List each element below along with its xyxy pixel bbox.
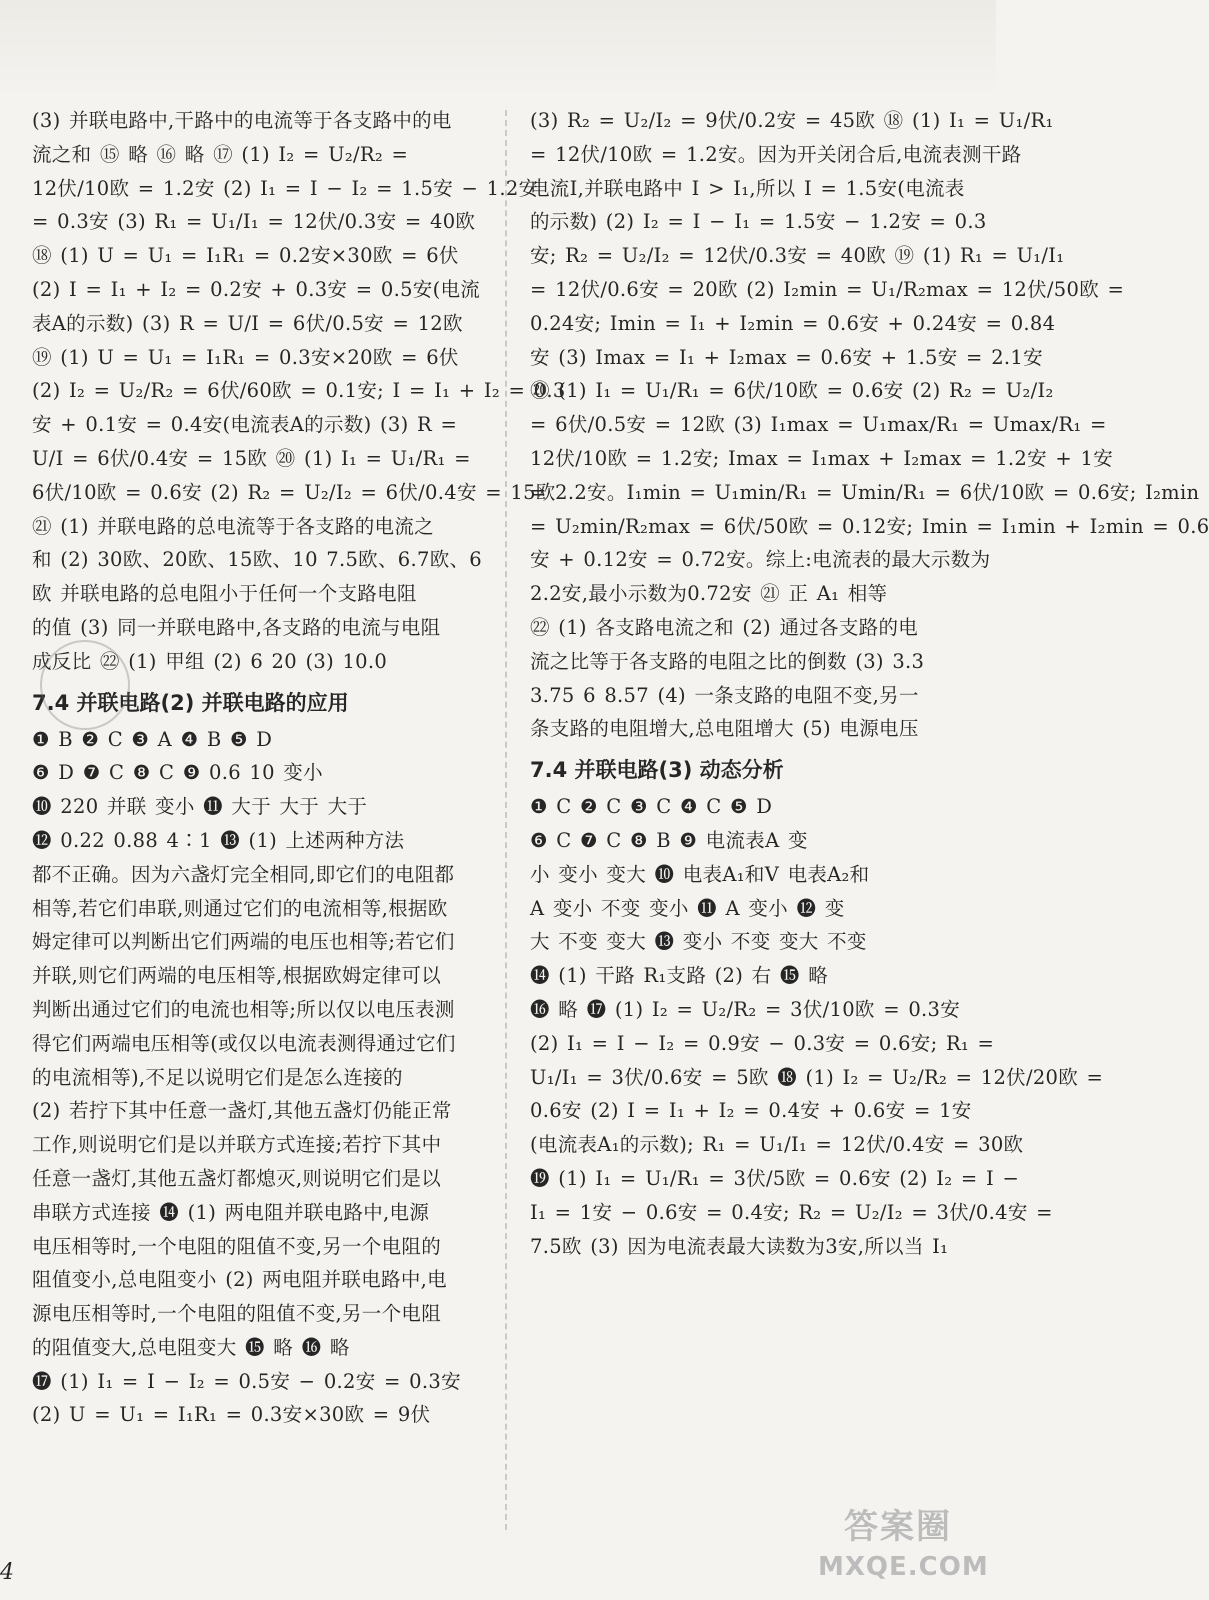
answer-line: 的电流相等),不足以说明它们是怎么连接的: [32, 1065, 403, 1089]
answer-line: (2) I₁ = I − I₂ = 0.9安 − 0.3安 = 0.6安; R₁ =: [530, 1031, 995, 1055]
answer-line: ⓳ (1) I₁ = U₁/R₁ = 3伏/5欧 = 0.6安 (2) I₂ = I −: [530, 1166, 1020, 1190]
answer-line: = 12伏/10欧 = 1.2安。因为开关闭合后,电流表测干路: [530, 142, 1022, 166]
section-heading: 7.4 并联电路(2) 并联电路的应用: [32, 690, 349, 715]
watermark-url: MXQE.COM: [818, 1552, 989, 1582]
answer-line: 安 + 0.12安 = 0.72安。综上:电流表的最大示数为: [530, 548, 991, 572]
answer-line: 流之和 ⑮ 略 ⑯ 略 ⑰ (1) I₂ = U₂/R₂ =: [32, 142, 409, 166]
stamp-watermark: [40, 640, 130, 730]
answer-line: U₁/I₁ = 3伏/0.6安 = 5欧 ⓲ (1) I₂ = U₂/R₂ = 12伏/20欧 =: [530, 1065, 1104, 1089]
answer-line: 0.6安 (2) I = I₁ + I₂ = 0.4安 + 0.6安 = 1安: [530, 1099, 972, 1123]
answer-line: 串联方式连接 ⓮ (1) 两电阻并联电路中,电源: [32, 1200, 430, 1224]
answer-line: 姆定律可以判断出它们两端的电压也相等;若它们: [32, 930, 455, 954]
answer-line: ⑱ (1) U = U₁ = I₁R₁ = 0.2安×30欧 = 6伏: [32, 244, 459, 268]
answer-line: 都不正确。因为六盏灯完全相同,即它们的电阻都: [32, 862, 455, 886]
answer-line: ❿ 220 并联 变小 ⓫ 大于 大于 大于: [32, 795, 368, 819]
answer-line: ⓬ 0.22 0.88 4∶1 ⓭ (1) 上述两种方法: [32, 828, 405, 852]
top-band: [0, 0, 996, 96]
answer-line: ⑳ (1) I₁ = U₁/R₁ = 6伏/10欧 = 0.6安 (2) R₂ = U₂/I₂: [530, 379, 1054, 403]
answer-line: 条支路的电阻增大,总电阻增大 (5) 电源电压: [530, 717, 919, 741]
page-number: 4: [0, 1560, 14, 1585]
answer-line: 判断出通过它们的电流也相等;所以仅以电压表测: [32, 997, 455, 1021]
answer-line: ⓱ (1) I₁ = I − I₂ = 0.5安 − 0.2安 = 0.3安: [32, 1369, 461, 1393]
answer-line: = 12伏/0.6安 = 20欧 (2) I₂min = U₁/R₂max = 12伏/50欧 =: [530, 277, 1125, 301]
answer-line: I₁ = 1安 − 0.6安 = 0.4安; R₂ = U₂/I₂ = 3伏/0.4安 =: [530, 1200, 1053, 1224]
answer-line: 3.75 6 8.57 (4) 一条支路的电阻不变,另一: [530, 683, 919, 707]
answer-line: 工作,则说明它们是以并联方式连接;若拧下其中: [32, 1133, 442, 1157]
answer-line: 的阻值变大,总电阻变大 ⓯ 略 ⓰ 略: [32, 1335, 350, 1359]
section-heading: 7.4 并联电路(3) 动态分析: [530, 758, 784, 783]
answer-line: (2) U = U₁ = I₁R₁ = 0.3安×30欧 = 9伏: [32, 1403, 431, 1427]
answer-line: 并联,则它们两端的电压相等,根据欧姆定律可以: [32, 964, 441, 988]
answer-line: ⓰ 略 ⓱ (1) I₂ = U₂/R₂ = 3伏/10欧 = 0.3安: [530, 997, 961, 1021]
answer-line: 12伏/10欧 = 1.2安 (2) I₁ = I − I₂ = 1.5安 − 1.2安: [32, 176, 539, 200]
answer-line: 任意一盏灯,其他五盏灯都熄灭,则说明它们是以: [32, 1166, 441, 1190]
answer-line: 2.2安,最小示数为0.72安 ㉑ 正 A₁ 相等: [530, 582, 888, 606]
answer-line: ㉒ (1) 各支路电流之和 (2) 通过各支路的电: [530, 615, 919, 639]
answer-line: 表A的示数) (3) R = U/I = 6伏/0.5安 = 12欧: [32, 311, 463, 335]
answer-line: A 变小 不变 变小 ⓫ A 变小 ⓬ 变: [530, 896, 845, 920]
answer-line: 电流I,并联电路中 I > I₁,所以 I = 1.5安(电流表: [530, 176, 965, 200]
answer-line: 12伏/10欧 = 1.2安; Imax = I₁max + I₂max = 1.2安 + 1安: [530, 446, 1114, 470]
answer-line: 和 (2) 30欧、20欧、15欧、10 7.5欧、6.7欧、6: [32, 548, 482, 572]
site-watermark: [818, 1504, 989, 1594]
left-column: [32, 104, 566, 1432]
answer-line: (2) 若拧下其中任意一盏灯,其他五盏灯仍能正常: [32, 1099, 452, 1123]
answer-line: ㉑ (1) 并联电路的总电流等于各支路的电流之: [32, 514, 434, 538]
answer-line: ❻ C ❼ C ❽ B ❾ 电流表A 变: [530, 828, 808, 852]
answer-line: ⓮ (1) 干路 R₁支路 (2) 右 ⓯ 略: [530, 964, 829, 988]
answer-line: ❻ D ❼ C ❽ C ❾ 0.6 10 变小: [32, 761, 323, 785]
answer-line: (2) I = I₁ + I₂ = 0.2安 + 0.3安 = 0.5安(电流: [32, 277, 481, 301]
answer-line: 的值 (3) 同一并联电路中,各支路的电流与电阻: [32, 615, 441, 639]
answer-line: = U₂min/R₂max = 6伏/50欧 = 0.12安; Imin = I₁min + I₂min = 0.6: [530, 514, 1209, 538]
answer-line: 成反比 ㉒ (1) 甲组 (2) 6 20 (3) 10.0: [32, 649, 388, 673]
answer-line: 得它们两端电压相等(或仅以电流表测得通过它们: [32, 1031, 456, 1055]
answer-line: 安 (3) Imax = I₁ + I₂max = 0.6安 + 1.5安 = 2.1安: [530, 345, 1043, 369]
answer-line: 流之比等于各支路的电阻之比的倒数 (3) 3.3: [530, 649, 925, 673]
answer-line: 源电压相等时,一个电阻的阻值不变,另一个电阻: [32, 1302, 441, 1326]
answer-line: 相等,若它们串联,则通过它们的电流相等,根据欧: [32, 896, 448, 920]
answer-line: 的示数) (2) I₂ = I − I₁ = 1.5安 − 1.2安 = 0.3: [530, 210, 987, 234]
answer-line: 7.5欧 (3) 因为电流表最大读数为3安,所以当 I₁: [530, 1234, 949, 1258]
answer-line: = 0.3安 (3) R₁ = U₁/I₁ = 12伏/0.3安 = 40欧: [32, 210, 476, 234]
answer-line: 安; R₂ = U₂/I₂ = 12伏/0.3安 = 40欧 ⑲ (1) R₁ = U₁/I₁: [530, 244, 1065, 268]
answer-line: (2) I₂ = U₂/R₂ = 6伏/60欧 = 0.1安; I = I₁ + I₂ = 0.3: [32, 379, 566, 403]
answer-line: 安 + 0.1安 = 0.4安(电流表A的示数) (3) R =: [32, 413, 458, 437]
answer-line: ❶ C ❷ C ❸ C ❹ C ❺ D: [530, 795, 773, 819]
answer-line: (电流表A₁的示数); R₁ = U₁/I₁ = 12伏/0.4安 = 30欧: [530, 1133, 1024, 1157]
answer-line: 0.24安; Imin = I₁ + I₂min = 0.6安 + 0.24安 = 0.84: [530, 311, 1056, 335]
answer-line: = 2.2安。I₁min = U₁min/R₁ = Umin/R₁ = 6伏/10欧 = 0.6安; I₂min: [530, 480, 1200, 504]
answer-line: (3) 并联电路中,干路中的电流等于各支路中的电: [32, 109, 452, 132]
answer-line: ❶ B ❷ C ❸ A ❹ B ❺ D: [32, 727, 273, 751]
answer-line: 阻值变小,总电阻变小 (2) 两电阻并联电路中,电: [32, 1268, 447, 1292]
column-divider: [505, 110, 507, 1530]
watermark-logo: 答案圈: [844, 1507, 952, 1547]
answer-line: = 6伏/0.5安 = 12欧 (3) I₁max = U₁max/R₁ = Umax/R₁ =: [530, 413, 1107, 437]
right-column: [530, 104, 1209, 1263]
answer-line: 大 不变 变大 ⓭ 变小 不变 变大 不变: [530, 930, 867, 954]
answer-line: 欧 并联电路的总电阻小于任何一个支路电阻: [32, 582, 417, 606]
answer-line: 6伏/10欧 = 0.6安 (2) R₂ = U₂/I₂ = 6伏/0.4安 = 15欧: [32, 480, 556, 504]
answer-line: U/I = 6伏/0.4安 = 15欧 ⑳ (1) I₁ = U₁/R₁ =: [32, 446, 471, 470]
answer-line: 小 变小 变大 ❿ 电表A₁和V 电表A₂和: [530, 862, 870, 886]
answer-line: ⑲ (1) U = U₁ = I₁R₁ = 0.3安×20欧 = 6伏: [32, 345, 459, 369]
answer-line: 电压相等时,一个电阻的阻值不变,另一个电阻的: [32, 1234, 441, 1258]
answer-line: (3) R₂ = U₂/I₂ = 9伏/0.2安 = 45欧 ⑱ (1) I₁ = U₁/R₁: [530, 109, 1054, 132]
